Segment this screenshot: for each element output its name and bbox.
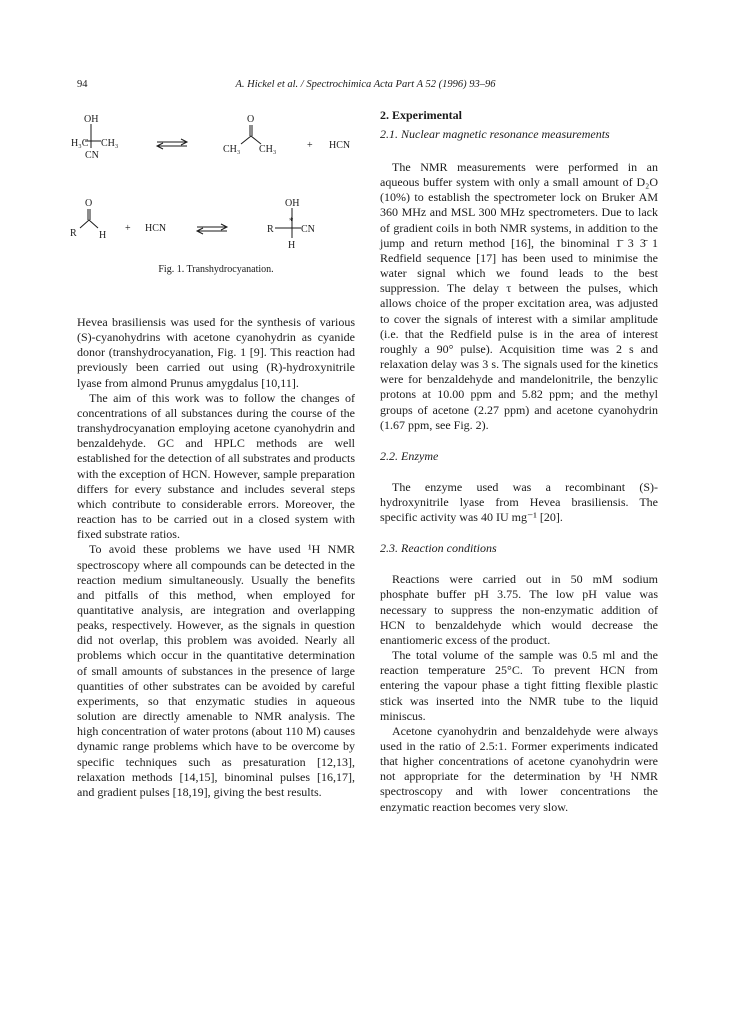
figure-1 <box>70 108 355 278</box>
scheme-h-2: H <box>288 240 296 251</box>
scheme-plus-1: + <box>307 140 313 151</box>
scheme-cn-1: CN <box>85 150 99 161</box>
reaction-paragraph-3: Acetone cyanohydrin and benzaldehyde were always used in the ratio of 2.5:1. Former experiments indicated that higher concentrations of acetone cyanohydrin were not appropriate for the determination by ¹H NMR spectroscopy and with lower concentrations the enzymatic reaction becomes very slow. <box>380 723 658 814</box>
scheme-ch3-3: CH₃ <box>259 144 277 155</box>
figure-caption: Fig. 1. Transhydrocyanation. <box>158 264 274 275</box>
scheme-h-1: H <box>99 230 107 241</box>
scheme-hcn-1: HCN <box>329 140 351 151</box>
scheme-hcn-2: HCN <box>145 223 167 234</box>
scheme-stereocenter: * <box>289 216 294 226</box>
reaction-paragraph-2: The total volume of the sample was 0.5 ml and the reaction temperature 25°C. To prevent HCN from entering the vapour phase a tight fitting flexible plastic stick was inserted into the NMR tube to the liquid miniscus. <box>380 648 658 723</box>
scheme-ch3-1: CH₃ <box>101 138 119 149</box>
left-column <box>70 108 355 800</box>
scheme-o-1: O <box>247 114 255 125</box>
scheme-plus-2: + <box>125 223 131 234</box>
scheme-oh-2: OH <box>285 198 300 209</box>
scheme-r-1: R <box>70 228 77 239</box>
subsection-title-enzyme: 2.2. Enzyme <box>380 448 439 463</box>
scheme-ch3-2: CH₃ <box>223 144 241 155</box>
intro-paragraph-1: Hevea brasiliensis was used for the synthesis of various (S)-cyanohydrins with acetone cyanohydrin as cyanide donor (transhydrocyanation, Fig. 1 [9]. This reaction had previously been carried out using (R)-hydroxynitrile lyase from almond Prunus amygdalus [10,11]. <box>77 315 355 390</box>
scheme-cn-2: CN <box>301 224 315 235</box>
nmr-paragraph: The NMR measurements were performed in an aqueous buffer system with only a small amount of D₂O (10%) to establish the spectrometer lock on Bruker AM 360 MHz and MSL 300 MHz spectrometers. Due to lack of gradient coils in both NMR systems, in addition to the jump and return method [16], the binominal 1̄ 3 3̄ 1 Redfield sequence [17] has been used to minimise the water signal which we found leads to the best suppression. The delay τ between the pulses, which allows choice of the proper excitation area, was adjusted to cover the signals of interest with a similar amplitude (i.e. that the Redfield pulse is in the area of interest roughly a 90° pulse). Acquisition time was 2 s and relaxation delay was 3 s. The signals used for the kinetics were for benzaldehyde and mandelonitrile, the benzylic protons at 10.00 ppm and 5.82 ppm; and the methyl groups of acetone (2.27 ppm) and acetone cyanohydrin (1.67 ppm, see Fig. 2). <box>380 160 658 432</box>
subsection-title-nmr: 2.1. Nuclear magnetic resonance measurements <box>380 127 610 141</box>
scheme-oh-1: OH <box>84 114 99 125</box>
scheme-h3c: H₃C <box>71 138 89 149</box>
running-head: A. Hickel et al. / Spectrochimica Acta Part A 52 (1996) 93–96 <box>235 79 496 90</box>
section-title-experimental: 2. Experimental <box>380 108 462 122</box>
page-header <box>0 79 731 93</box>
enzyme-paragraph: The enzyme used was a recombinant (S)-hydroxynitrile lyase from Hevea brasiliensis. The specific activity was 40 IU mg⁻¹ [20]. <box>380 479 658 525</box>
scheme-o-2: O <box>85 198 93 209</box>
intro-paragraph-2: The aim of this work was to follow the changes of concentrations of all substances during the course of the transhydrocyanation employing acetone cyanohydrin and benzaldehyde. GC and HPLC methods are well established for the detection of all substrates and products with the exception of HCN. However, sample preparation differs for every substance and includes several steps which contribute to considerable errors. Moreover, the reaction has to be carried out in a closed system with fixed substrate ratios. <box>77 390 355 542</box>
reaction-paragraph-1: Reactions were carried out in 50 mM sodium phosphate buffer pH 3.75. The low pH value was necessary to suppress the non-enzymatic addition of HCN to benzaldehyde which would decrease the enantiomeric excess of the product. <box>380 572 658 647</box>
page-number: 94 <box>77 79 88 90</box>
transhydrocyanation-scheme <box>70 108 355 268</box>
subsection-title-reaction-conditions: 2.3. Reaction conditions <box>380 541 497 556</box>
scheme-r-2: R <box>267 224 274 235</box>
intro-paragraph-3: To avoid these problems we have used ¹H NMR spectroscopy where all compounds can be detected in the reaction medium simultaneously. Usually the benefits and pitfalls of this method, when employed for quantitative analysis, are integration and overlapping peaks, respectively. However, as the signals in question did not overlap, this problem was avoided. Nearly all problems which occur in the quantitative determination of small amounts of substances in the presence of large quantities of other substrates can be avoided by careful experiments, so that enzymatic studies in aqueous solution are directly amenable to NMR analysis. The high concentration of water protons (about 110 M) causes dynamic range problems which have to be overcome by specific techniques such as presaturation [12,13], relaxation methods [14,15], binominal pulses [16,17], and gradient pulses [18,19], giving the best results. <box>77 542 355 799</box>
right-column <box>380 108 658 815</box>
